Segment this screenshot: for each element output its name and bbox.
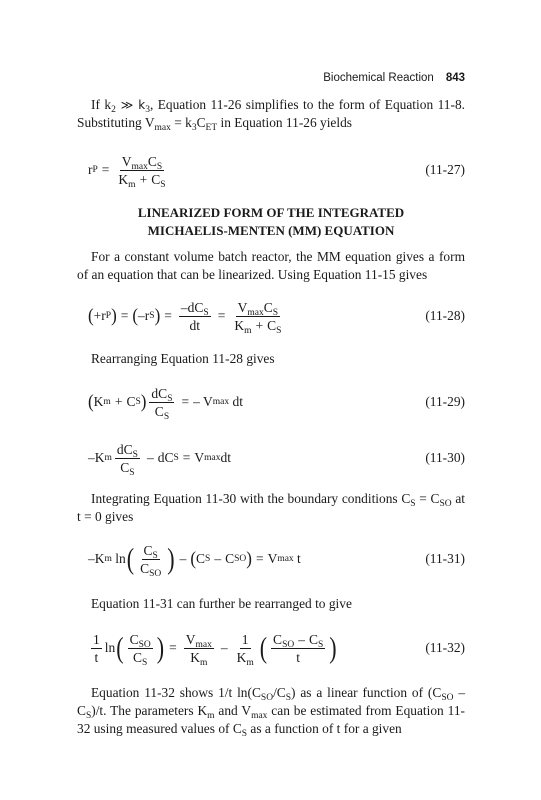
fraction: $\frac{C_{SO}}{C_S}$ bbox=[129, 631, 151, 668]
equation-11-31 bbox=[88, 535, 465, 583]
equation-body: r P = $\frac{V_{max}C_S}{K_m + C_S}$ bbox=[88, 153, 166, 190]
equation-number: (11-30) bbox=[425, 450, 465, 465]
running-header bbox=[0, 69, 465, 87]
page-number: 843 bbox=[445, 72, 465, 84]
fraction: $\frac{V_{max}C_S}{K_m + C_S}$ bbox=[234, 299, 282, 336]
fraction: $\frac{V_{max}C_S}{K_m + C_S}$ bbox=[118, 153, 166, 190]
equation-body: –K m ln ( $\frac{C_S}{C_{SO}}$ ) – ( C S – C SO ) = V max t bbox=[88, 541, 301, 579]
equation-number: (11-27) bbox=[425, 162, 465, 177]
paragraph-further: Equation 11-31 can further be rearranged to give bbox=[91, 596, 352, 611]
fraction: $\frac{-dC_S}{dt}$ bbox=[180, 299, 209, 333]
fraction: $\frac{V_{max}}{K_m}$ bbox=[185, 631, 212, 668]
fraction: $\frac{1}{K_m}$ bbox=[236, 631, 254, 668]
equation-11-32 bbox=[88, 624, 465, 672]
equation-body: –K m $\frac{dC_S}{C_S}$ – dC S = V max dt bbox=[88, 441, 232, 478]
paragraph-intro: If $k_2$ ≫ $k_3$, Equation 11-26 simplifies to the form of Equation 11-8. Substituting $V_{max} = k_3C_{ET}$ in Equation 11-26 yields bbox=[77, 97, 465, 133]
section-heading: LINEARIZED FORM OF THE INTEGRATED MICHAELIS-MENTEN (MM) EQUATION bbox=[137, 205, 405, 238]
equation-body: ( K m + C S ) $\frac{dC_S}{C_S}$ = – V max dt bbox=[88, 385, 243, 422]
equation-number: (11-31) bbox=[425, 551, 465, 566]
equation-11-28 bbox=[88, 292, 465, 340]
equation-number: (11-29) bbox=[425, 394, 465, 409]
fraction: $\frac{C_{SO} - C_S}{t}$ bbox=[273, 631, 324, 665]
equation-body: ( +r P ) = ( –r S ) = $\frac{-dC_S}{dt}$ = $\frac{V_{max}C_S}{K_m + C_S}$ bbox=[88, 299, 282, 336]
equation-number: (11-32) bbox=[425, 640, 465, 655]
paragraph-batch-reactor: For a constant volume batch reactor, the MM equation gives a form of an equation that can be linearized. Using Equation 11-15 gives bbox=[77, 249, 465, 282]
fraction: $\frac{C_S}{C_{SO}}$ bbox=[140, 542, 162, 579]
fraction: $\frac{1}{t}$ bbox=[93, 631, 100, 665]
equation-11-27 bbox=[88, 146, 465, 194]
equation-11-29 bbox=[88, 378, 465, 426]
fraction: $\frac{dC_S}{C_S}$ bbox=[151, 385, 173, 422]
paragraph-rearranging: Rearranging Equation 11-28 gives bbox=[91, 351, 275, 366]
running-title: Biochemical Reaction bbox=[323, 72, 434, 84]
equation-11-30 bbox=[88, 434, 465, 482]
equation-number: (11-28) bbox=[425, 308, 465, 323]
fraction: $\frac{dC_S}{C_S}$ bbox=[116, 441, 138, 478]
paragraph-linear-function: Equation 11-32 shows 1/t $\ln(C_{SO}/C_S)$ as a linear function of $(C_{SO} - C_S)/t$. The parameters $K_m$ and $V_{max}$ can be estimated from Equation 11-32 using measured values of $C_S$ as a function of t for a given bbox=[77, 685, 466, 739]
paragraph-integrating: Integrating Equation 11-30 with the boundary conditions $C_S = C_{SO}$ at t = 0 gives bbox=[77, 491, 465, 524]
equation-body: $\frac{1}{t}$ ln ( $\frac{C_{SO}}{C_S}$ ) = $\frac{V_{max}}{K_m}$ – $\frac{1}{K_m}$ ( $\frac{C_{SO} - C_S}{t}$ ) bbox=[93, 630, 337, 668]
